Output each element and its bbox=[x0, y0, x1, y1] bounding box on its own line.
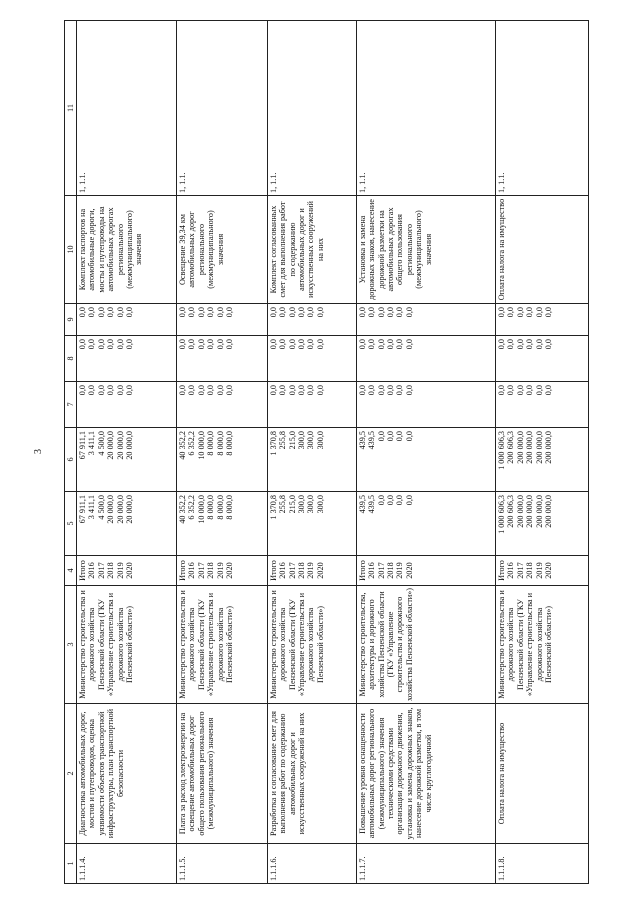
regional-budget-value: 0,0 bbox=[395, 431, 405, 442]
local-budget-value: 0,0 bbox=[497, 339, 507, 350]
regional-budget bbox=[176, 428, 267, 492]
executor: Министерство строительства и дорожного хозяйства Пензенской области (ГКУ «Управление строительства и дорожного хозяйства Пензенской области») bbox=[267, 586, 356, 704]
other-sources-value: 0,0 bbox=[367, 307, 377, 318]
federal-budget bbox=[77, 382, 177, 428]
total-funding-value: 439,5 bbox=[357, 495, 367, 514]
regional-budget bbox=[496, 428, 589, 492]
regional-budget-value: 439,5 bbox=[357, 431, 367, 450]
local-budget-value: 0,0 bbox=[115, 339, 125, 350]
other-sources-value: 0,0 bbox=[125, 307, 135, 318]
local-budget-value: 0,0 bbox=[177, 339, 187, 350]
total-funding-value: 0,0 bbox=[385, 495, 395, 506]
other-sources-value: 0,0 bbox=[506, 307, 516, 318]
federal-budget bbox=[267, 382, 356, 428]
federal-budget-value: 0,0 bbox=[96, 385, 106, 396]
total-funding-value: 300,0 bbox=[306, 495, 316, 514]
other-sources bbox=[77, 304, 177, 336]
regional-budget-value: 8 000,0 bbox=[215, 431, 225, 456]
federal-budget-value: 0,0 bbox=[395, 385, 405, 396]
local-budget bbox=[496, 336, 589, 382]
year-cell-value: 2017 bbox=[96, 562, 106, 579]
total-funding-value: 439,5 bbox=[367, 495, 377, 514]
local-budget-value: 0,0 bbox=[206, 339, 216, 350]
local-budget bbox=[77, 336, 177, 382]
regional-budget-value: 0,0 bbox=[385, 431, 395, 442]
regional-budget-value: 20 000,0 bbox=[125, 431, 135, 460]
local-budget-value: 0,0 bbox=[315, 339, 325, 350]
other-sources-value: 0,0 bbox=[268, 307, 278, 318]
year-cell bbox=[77, 556, 177, 586]
other-sources-value: 0,0 bbox=[225, 307, 234, 318]
regional-budget-value: 20 000,0 bbox=[106, 431, 116, 460]
col-header: 6 bbox=[65, 428, 77, 492]
total-funding-value: 0,0 bbox=[376, 495, 386, 506]
col-header: 2 bbox=[65, 704, 77, 844]
indicator-link: 1, 1.1. bbox=[77, 21, 177, 196]
other-sources-value: 0,0 bbox=[385, 307, 395, 318]
col-header: 8 bbox=[65, 336, 77, 382]
regional-budget-value: 1 370,8 bbox=[268, 431, 278, 456]
federal-budget-value: 0,0 bbox=[367, 385, 377, 396]
year-cell-value: Итого bbox=[268, 560, 278, 581]
federal-budget-value: 0,0 bbox=[497, 385, 507, 396]
year-cell-value: 2018 bbox=[206, 562, 216, 579]
activity-name: Плата за расход электроэнергии на освещение автомобильных дорог общего пользования регионального (межмуниципального) значения bbox=[176, 704, 267, 844]
total-funding-value: 20 000,0 bbox=[115, 495, 125, 524]
col-header: 4 bbox=[65, 556, 77, 586]
year-cell-value: 2020 bbox=[404, 562, 414, 579]
other-sources-value: 0,0 bbox=[78, 307, 87, 318]
total-funding-value: 10 000,0 bbox=[196, 495, 206, 524]
expected-result: Установка и замена дорожных знаков, нанесение дорожной разметки на автомобильных дорогах общего пользования регионального (межмуниципального) значения bbox=[356, 196, 495, 304]
year-cell-value: 2018 bbox=[385, 562, 395, 579]
federal-budget-value: 0,0 bbox=[315, 385, 325, 396]
other-sources bbox=[356, 304, 495, 336]
expected-result: Оплата налога на имущество bbox=[496, 196, 589, 304]
year-cell-value: 2019 bbox=[395, 562, 405, 579]
year-cell-value: 2016 bbox=[278, 562, 288, 579]
total-funding-value: 20 000,0 bbox=[125, 495, 135, 524]
federal-budget bbox=[176, 382, 267, 428]
local-budget-value: 0,0 bbox=[297, 339, 307, 350]
other-sources-value: 0,0 bbox=[115, 307, 125, 318]
total-funding-value: 67 911,1 bbox=[78, 495, 87, 524]
regional-budget-value: 200 000,0 bbox=[525, 431, 535, 464]
year-cell-value: Итого bbox=[357, 560, 367, 581]
regional-budget bbox=[356, 428, 495, 492]
year-cell-value: 2019 bbox=[534, 562, 544, 579]
year-cell-value: Итого bbox=[177, 560, 187, 581]
total-funding bbox=[267, 492, 356, 556]
total-funding bbox=[176, 492, 267, 556]
federal-budget bbox=[496, 382, 589, 428]
year-cell-value: 2016 bbox=[367, 562, 377, 579]
other-sources-value: 0,0 bbox=[87, 307, 97, 318]
year-cell-value: 2019 bbox=[215, 562, 225, 579]
total-funding-value: 4 500,0 bbox=[96, 495, 106, 520]
regional-budget-value: 20 000,0 bbox=[115, 431, 125, 460]
federal-budget-value: 0,0 bbox=[404, 385, 414, 396]
local-budget-value: 0,0 bbox=[544, 339, 554, 350]
other-sources-value: 0,0 bbox=[515, 307, 525, 318]
other-sources-value: 0,0 bbox=[278, 307, 288, 318]
year-cell-value: 2019 bbox=[115, 562, 125, 579]
local-budget-value: 0,0 bbox=[187, 339, 197, 350]
regional-budget-value: 4 500,0 bbox=[96, 431, 106, 456]
local-budget-value: 0,0 bbox=[534, 339, 544, 350]
federal-budget-value: 0,0 bbox=[206, 385, 216, 396]
federal-budget-value: 0,0 bbox=[385, 385, 395, 396]
regional-budget-value: 255,8 bbox=[278, 431, 288, 450]
federal-budget-value: 0,0 bbox=[268, 385, 278, 396]
executor: Министерство строительства, архитектуры и дорожного хозяйства Пензенской области (ГКУ «Управление строительства и дорожного хозяйства Пензенской области») bbox=[356, 586, 495, 704]
local-budget bbox=[176, 336, 267, 382]
other-sources-value: 0,0 bbox=[404, 307, 414, 318]
local-budget-value: 0,0 bbox=[268, 339, 278, 350]
total-funding-value: 8 000,0 bbox=[206, 495, 216, 520]
year-cell-value: 2020 bbox=[544, 562, 554, 579]
total-funding-value: 40 352,2 bbox=[177, 495, 187, 524]
activity-name: Разработка и согласование смет для выполнения работ по содержанию автомобильных дорог и искусственных сооружений на них bbox=[267, 704, 356, 844]
regional-budget-value: 10 000,0 bbox=[196, 431, 206, 460]
col-header: 9 bbox=[65, 304, 77, 336]
federal-budget-value: 0,0 bbox=[287, 385, 297, 396]
total-funding-value: 300,0 bbox=[315, 495, 325, 514]
col-header: 1 bbox=[65, 844, 77, 884]
total-funding-value: 1 370,8 bbox=[268, 495, 278, 520]
local-budget-value: 0,0 bbox=[404, 339, 414, 350]
rotated-page bbox=[64, 21, 589, 884]
regional-budget-value: 8 000,0 bbox=[225, 431, 234, 456]
other-sources bbox=[176, 304, 267, 336]
row-id: 1.1.1.8. bbox=[496, 844, 589, 884]
other-sources bbox=[496, 304, 589, 336]
other-sources-value: 0,0 bbox=[287, 307, 297, 318]
expected-result: Комплект паспортов на автомобильные дороги, мосты и путепроводы на автомобильных дорогах регионального (межмуниципального) значения bbox=[77, 196, 177, 304]
regional-budget-value: 3 411,1 bbox=[87, 431, 97, 456]
local-budget-value: 0,0 bbox=[215, 339, 225, 350]
local-budget-value: 0,0 bbox=[395, 339, 405, 350]
regional-budget-value: 200 606,3 bbox=[506, 431, 516, 464]
table-row bbox=[176, 21, 267, 884]
other-sources-value: 0,0 bbox=[544, 307, 554, 318]
executor: Министерство строительства и дорожного хозяйства Пензенской области (ГКУ «Управление строительства и дорожного хозяйства Пензенской области») bbox=[77, 586, 177, 704]
federal-budget-value: 0,0 bbox=[357, 385, 367, 396]
local-budget-value: 0,0 bbox=[525, 339, 535, 350]
local-budget-value: 0,0 bbox=[225, 339, 234, 350]
year-cell-value: 2020 bbox=[225, 562, 234, 579]
other-sources-value: 0,0 bbox=[187, 307, 197, 318]
table-row bbox=[267, 21, 356, 884]
federal-budget bbox=[356, 382, 495, 428]
other-sources-value: 0,0 bbox=[376, 307, 386, 318]
regional-budget-value: 200 000,0 bbox=[534, 431, 544, 464]
regional-budget-value: 200 000,0 bbox=[515, 431, 525, 464]
federal-budget-value: 0,0 bbox=[87, 385, 97, 396]
local-budget bbox=[356, 336, 495, 382]
year-cell-value: 2018 bbox=[297, 562, 307, 579]
federal-budget-value: 0,0 bbox=[125, 385, 135, 396]
indicator-link: 1, 1.1. bbox=[496, 21, 589, 196]
year-cell-value: 2016 bbox=[506, 562, 516, 579]
header-row bbox=[65, 21, 77, 884]
total-funding bbox=[356, 492, 495, 556]
other-sources-value: 0,0 bbox=[306, 307, 316, 318]
regional-budget-value: 300,0 bbox=[297, 431, 307, 450]
total-funding-value: 255,8 bbox=[278, 495, 288, 514]
local-budget-value: 0,0 bbox=[357, 339, 367, 350]
local-budget-value: 0,0 bbox=[306, 339, 316, 350]
local-budget-value: 0,0 bbox=[367, 339, 377, 350]
federal-budget-value: 0,0 bbox=[278, 385, 288, 396]
other-sources-value: 0,0 bbox=[177, 307, 187, 318]
local-budget-value: 0,0 bbox=[106, 339, 116, 350]
local-budget-value: 0,0 bbox=[78, 339, 87, 350]
table-row bbox=[356, 21, 495, 884]
federal-budget-value: 0,0 bbox=[225, 385, 234, 396]
regional-budget-value: 215,0 bbox=[287, 431, 297, 450]
total-funding-value: 200 000,0 bbox=[534, 495, 544, 528]
federal-budget-value: 0,0 bbox=[534, 385, 544, 396]
total-funding-value: 300,0 bbox=[297, 495, 307, 514]
federal-budget-value: 0,0 bbox=[196, 385, 206, 396]
year-cell-value: 2017 bbox=[515, 562, 525, 579]
federal-budget-value: 0,0 bbox=[187, 385, 197, 396]
local-budget-value: 0,0 bbox=[376, 339, 386, 350]
total-funding-value: 0,0 bbox=[404, 495, 414, 506]
row-id: 1.1.1.4. bbox=[77, 844, 177, 884]
regional-budget-value: 67 911,1 bbox=[78, 431, 87, 460]
year-cell-value: 2018 bbox=[525, 562, 535, 579]
total-funding bbox=[496, 492, 589, 556]
regional-budget-value: 8 000,0 bbox=[206, 431, 216, 456]
table-row bbox=[77, 21, 177, 884]
other-sources-value: 0,0 bbox=[96, 307, 106, 318]
local-budget-value: 0,0 bbox=[196, 339, 206, 350]
federal-budget-value: 0,0 bbox=[306, 385, 316, 396]
local-budget-value: 0,0 bbox=[506, 339, 516, 350]
regional-budget-value: 0,0 bbox=[404, 431, 414, 442]
local-budget-value: 0,0 bbox=[515, 339, 525, 350]
other-sources-value: 0,0 bbox=[497, 307, 507, 318]
row-id: 1.1.1.6. bbox=[267, 844, 356, 884]
year-cell-value: 2019 bbox=[306, 562, 316, 579]
col-header: 11 bbox=[65, 21, 77, 196]
other-sources-value: 0,0 bbox=[534, 307, 544, 318]
federal-budget-value: 0,0 bbox=[544, 385, 554, 396]
total-funding-value: 3 411,1 bbox=[87, 495, 97, 520]
regional-budget-value: 0,0 bbox=[376, 431, 386, 442]
expected-result: Комплект согласованных смет для выполнения работ по содержанию автомобильных дорог и искусственных сооружений на них bbox=[267, 196, 356, 304]
year-cell-value: 2017 bbox=[376, 562, 386, 579]
federal-budget-value: 0,0 bbox=[115, 385, 125, 396]
regional-budget bbox=[77, 428, 177, 492]
regional-budget-value: 1 000 606,3 bbox=[497, 431, 507, 470]
total-funding-value: 8 000,0 bbox=[225, 495, 234, 520]
total-funding-value: 200 606,3 bbox=[506, 495, 516, 528]
row-id: 1.1.1.7. bbox=[356, 844, 495, 884]
year-cell bbox=[496, 556, 589, 586]
year-cell bbox=[176, 556, 267, 586]
year-cell-value: 2020 bbox=[125, 562, 135, 579]
indicator-link: 1, 1.1. bbox=[176, 21, 267, 196]
total-funding-value: 8 000,0 bbox=[215, 495, 225, 520]
year-cell-value: 2018 bbox=[106, 562, 116, 579]
total-funding-value: 0,0 bbox=[395, 495, 405, 506]
federal-budget-value: 0,0 bbox=[506, 385, 516, 396]
other-sources-value: 0,0 bbox=[297, 307, 307, 318]
federal-budget-value: 0,0 bbox=[376, 385, 386, 396]
col-header: 7 bbox=[65, 382, 77, 428]
year-cell-value: 2017 bbox=[287, 562, 297, 579]
federal-budget-value: 0,0 bbox=[515, 385, 525, 396]
federal-budget-value: 0,0 bbox=[106, 385, 116, 396]
federal-budget-value: 0,0 bbox=[78, 385, 87, 396]
federal-budget-value: 0,0 bbox=[297, 385, 307, 396]
regional-budget-value: 439,5 bbox=[367, 431, 377, 450]
activity-name: Повышение уровня оснащенности автомобильных дорог регионального (межмуниципального) значения техническими средствами организации дорожного движения, установка и замена дорожных знаков, нанесение дорожной разметки, в том числе круглогодичной bbox=[356, 704, 495, 844]
other-sources-value: 0,0 bbox=[206, 307, 216, 318]
activity-name: Оплата налога на имущество bbox=[496, 704, 589, 844]
total-funding bbox=[77, 492, 177, 556]
local-budget-value: 0,0 bbox=[385, 339, 395, 350]
other-sources-value: 0,0 bbox=[525, 307, 535, 318]
year-cell-value: Итого bbox=[497, 560, 507, 581]
indicator-link: 1, 1.1. bbox=[267, 21, 356, 196]
total-funding-value: 200 000,0 bbox=[525, 495, 535, 528]
total-funding-value: 200 000,0 bbox=[515, 495, 525, 528]
year-cell-value: 2017 bbox=[196, 562, 206, 579]
regional-budget bbox=[267, 428, 356, 492]
local-budget-value: 0,0 bbox=[87, 339, 97, 350]
year-cell-value: Итого bbox=[78, 560, 87, 581]
total-funding-value: 200 000,0 bbox=[544, 495, 554, 528]
row-id: 1.1.1.5. bbox=[176, 844, 267, 884]
local-budget-value: 0,0 bbox=[96, 339, 106, 350]
executor: Министерство строительства и дорожного хозяйства Пензенской области (ГКУ «Управление строительства и дорожного хозяйства Пензенской области») bbox=[176, 586, 267, 704]
total-funding-value: 20 000,0 bbox=[106, 495, 116, 524]
federal-budget-value: 0,0 bbox=[215, 385, 225, 396]
page-number: 3 bbox=[33, 449, 44, 454]
local-budget-value: 0,0 bbox=[278, 339, 288, 350]
regional-budget-value: 300,0 bbox=[315, 431, 325, 450]
total-funding-value: 215,0 bbox=[287, 495, 297, 514]
other-sources-value: 0,0 bbox=[106, 307, 116, 318]
expected-result: Освещение 39,34 км автомобильных дорог регионального (межмуниципального) значения bbox=[176, 196, 267, 304]
col-header: 5 bbox=[65, 492, 77, 556]
program-table bbox=[64, 20, 589, 884]
col-header: 10 bbox=[65, 196, 77, 304]
regional-budget-value: 40 352,2 bbox=[177, 431, 187, 460]
regional-budget-value: 6 352,2 bbox=[187, 431, 197, 456]
other-sources-value: 0,0 bbox=[315, 307, 325, 318]
federal-budget-value: 0,0 bbox=[525, 385, 535, 396]
local-budget bbox=[267, 336, 356, 382]
other-sources-value: 0,0 bbox=[215, 307, 225, 318]
regional-budget-value: 200 000,0 bbox=[544, 431, 554, 464]
local-budget-value: 0,0 bbox=[125, 339, 135, 350]
activity-name: Диагностика автомобильных дорог, мостов и путепроводов, оценка уязвимости объектов транспортной инфраструктуры, план транспортной безопасности bbox=[77, 704, 177, 844]
total-funding-value: 6 352,2 bbox=[187, 495, 197, 520]
federal-budget-value: 0,0 bbox=[177, 385, 187, 396]
executor: Министерство строительства и дорожного хозяйства Пензенской области (ГКУ «Управление строительства и дорожного хозяйства Пензенской области») bbox=[496, 586, 589, 704]
local-budget-value: 0,0 bbox=[287, 339, 297, 350]
other-sources bbox=[267, 304, 356, 336]
year-cell-value: 2016 bbox=[187, 562, 197, 579]
regional-budget-value: 300,0 bbox=[306, 431, 316, 450]
table-row bbox=[496, 21, 589, 884]
other-sources-value: 0,0 bbox=[196, 307, 206, 318]
total-funding-value: 1 000 606,3 bbox=[497, 495, 507, 534]
year-cell bbox=[356, 556, 495, 586]
other-sources-value: 0,0 bbox=[357, 307, 367, 318]
year-cell-value: 2020 bbox=[315, 562, 325, 579]
col-header: 3 bbox=[65, 586, 77, 704]
year-cell bbox=[267, 556, 356, 586]
other-sources-value: 0,0 bbox=[395, 307, 405, 318]
year-cell-value: 2016 bbox=[87, 562, 97, 579]
indicator-link: 1, 1.1. bbox=[356, 21, 495, 196]
